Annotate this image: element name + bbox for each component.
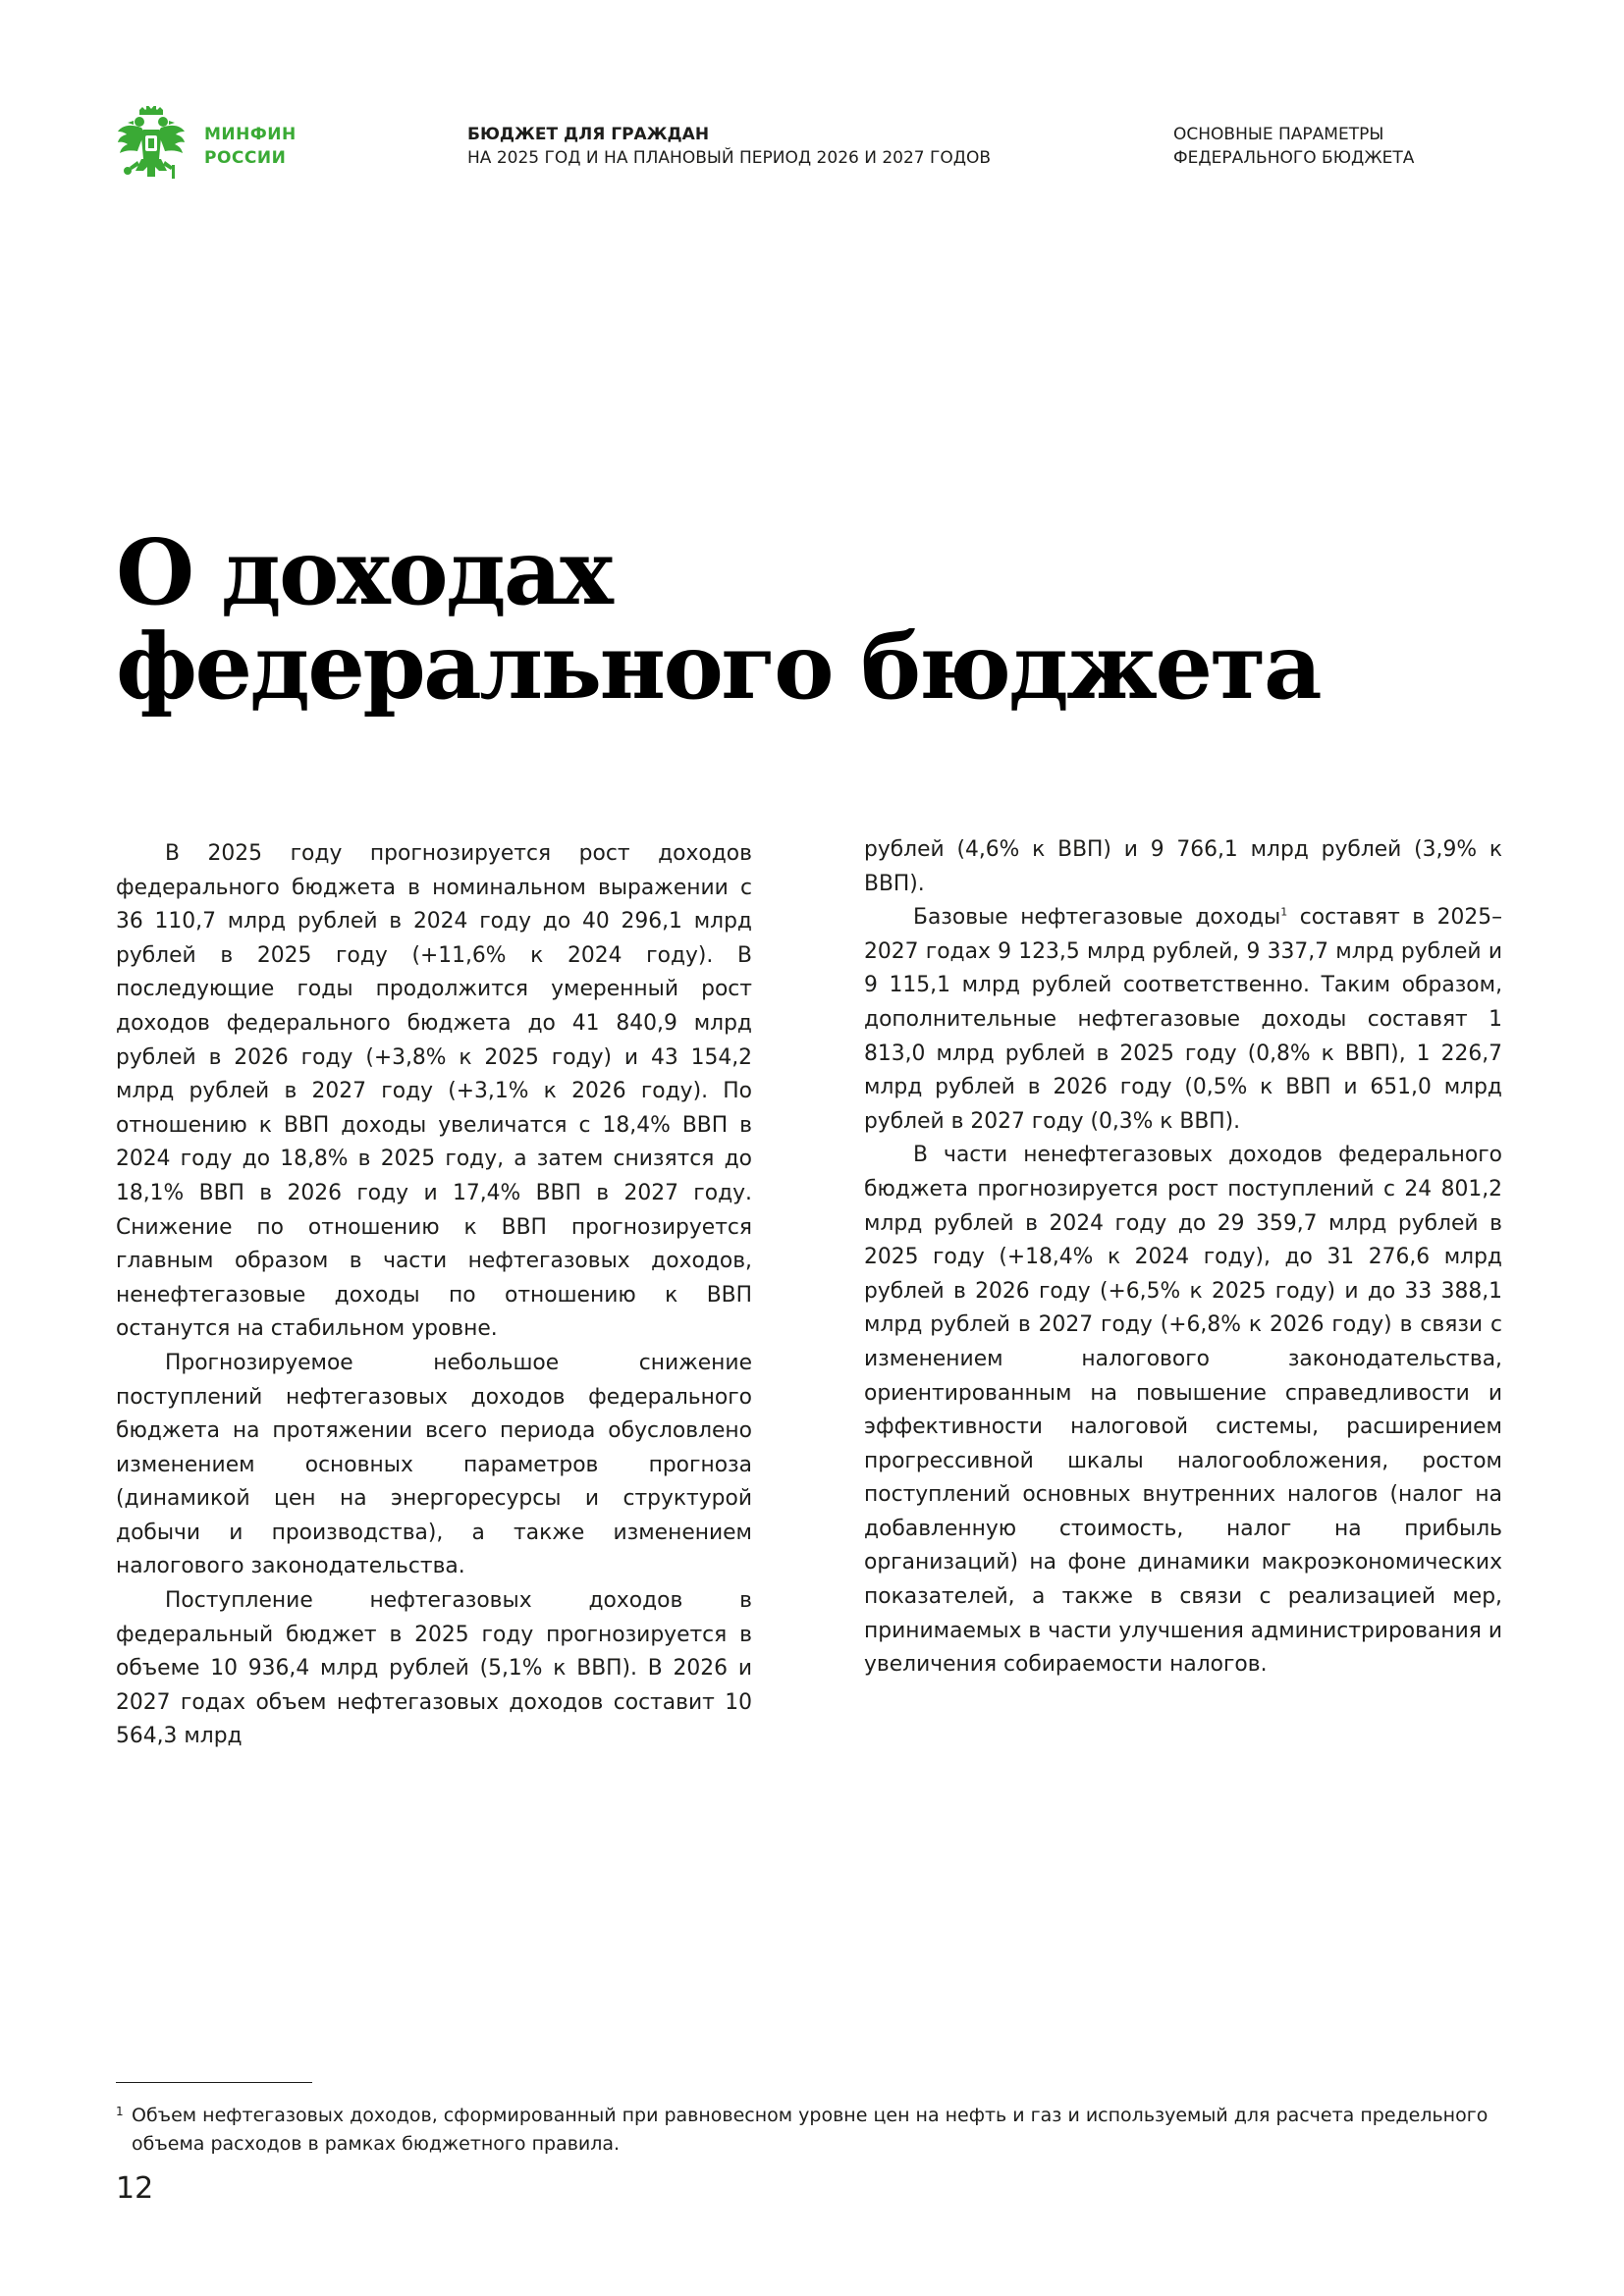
footnote	[116, 2102, 1510, 2159]
page-header	[0, 106, 1624, 194]
paragraph-text: Базовые нефтегазовые доходы	[913, 905, 1281, 931]
publication-title-line-1: БЮДЖЕТ ДЛЯ ГРАЖДАН	[467, 125, 710, 144]
paragraph	[864, 901, 1502, 1139]
body-column-left	[116, 837, 752, 1754]
section-name-line-1: ОСНОВНЫЕ ПАРАМЕТРЫ	[1173, 125, 1384, 144]
footnote-text: Объем нефтегазовых доходов, сформированный при равновесном уровне цен на нефть и газ и используемый для расчета предельного объема расходов в рамках бюджетного правила.	[132, 2105, 1489, 2155]
double-headed-eagle-emblem-icon	[116, 106, 187, 188]
ministry-brand	[204, 123, 297, 170]
body-column-right	[864, 833, 1502, 1682]
paragraph: В 2025 году прогнозируется рост доходов федерального бюджета в номинальном выражении с 36 110,7 млрд рублей в 2024 году до 40 296,1 млрд рублей в 2025 году (+11,6% к 2024 году). В последующие годы продолжится умеренный рост доходов федерального бюджета до 41 840,9 млрд рублей в 2026 году (+3,8% к 2025 году) и 43 154,2 млрд рублей в 2027 году (+3,1% к 2026 году). По отношению к ВВП доходы увеличатся с 18,4% ВВП в 2024 году до 18,8% в 2025 году, а затем снизятся до 18,1% ВВП в 2026 году и 17,4% ВВП в 2027 году. Снижение по отношению к ВВП прогнозируется главным образом в части нефтегазовых доходов, ненефтегазовые доходы по отношению к ВВП останутся на стабильном уровне.	[116, 841, 752, 1342]
footnote-reference[interactable]: 1	[1280, 905, 1288, 919]
brand-line-1: МИНФИН	[204, 125, 297, 144]
page-number: 12	[116, 2171, 154, 2206]
section-name	[1173, 123, 1414, 170]
page-title-line-1: О доходах	[116, 519, 612, 625]
footnote-mark: 1	[116, 2105, 124, 2118]
section-name-line-2: ФЕДЕРАЛЬНОГО БЮДЖЕТА	[1173, 148, 1415, 168]
brand-line-2: РОССИИ	[204, 148, 287, 168]
paragraph-text: составят в 2025–2027 годах 9 123,5 млрд рублей, 9 337,7 млрд рублей и 9 115,1 млрд рублей соответственно. Таким образом, дополнительные нефтегазовые доходы составят 1 813,0 млрд рублей в 2025 году (0,8% к ВВП), 1 226,7 млрд рублей в 2026 году (0,5% к ВВП и 651,0 млрд рублей в 2027 году (0,3% к ВВП).	[864, 905, 1502, 1134]
page-title-line-2: федерального бюджета	[116, 614, 1321, 720]
page-title	[116, 519, 1321, 720]
paragraph: Поступление нефтегазовых доходов в федеральный бюджет в 2025 году прогнозируется в объеме 10 936,4 млрд рублей (5,1% к ВВП). В 2026 и 2027 годах объем нефтегазовых доходов составит 10 564,3 млрд	[116, 1588, 752, 1749]
publication-title-line-2: НА 2025 ГОД И НА ПЛАНОВЫЙ ПЕРИОД 2026 И 2027 ГОДОВ	[467, 148, 992, 168]
footnote-divider	[116, 2082, 312, 2083]
paragraph: Прогнозируемое небольшое снижение поступлений нефтегазовых доходов федерального бюджета на протяжении всего периода обусловлено изменением основных параметров прогноза (динамикой цен на энергоресурсы и структурой добычи и производства), а также изменением налогового законодательства.	[116, 1350, 752, 1579]
publication-title	[467, 123, 991, 170]
paragraph-continuation: рублей (4,6% к ВВП) и 9 766,1 млрд рублей (3,9% к ВВП).	[864, 837, 1502, 896]
paragraph: В части ненефтегазовых доходов федерального бюджета прогнозируется рост поступлений с 24 801,2 млрд рублей в 2024 году до 29 359,7 млрд рублей в 2025 году (+18,4% к 2024 году), до 31 276,6 млрд рублей в 2026 году (+6,5% к 2025 году) и до 33 388,1 млрд рублей в 2027 году (+6,8% к 2026 году) в связи с изменением налогового законодательства, ориентированным на повышение справедливости и эффективности налоговой системы, расширением прогрессивной шкалы налогообложения, ростом поступлений основных внутренних налогов (налог на добавленную стоимость, налог на прибыль организаций) на фоне динамики макроэкономических показателей, а также в связи с реализацией мер, принимаемых в части улучшения администрирования и увеличения собираемости налогов.	[864, 1143, 1502, 1678]
